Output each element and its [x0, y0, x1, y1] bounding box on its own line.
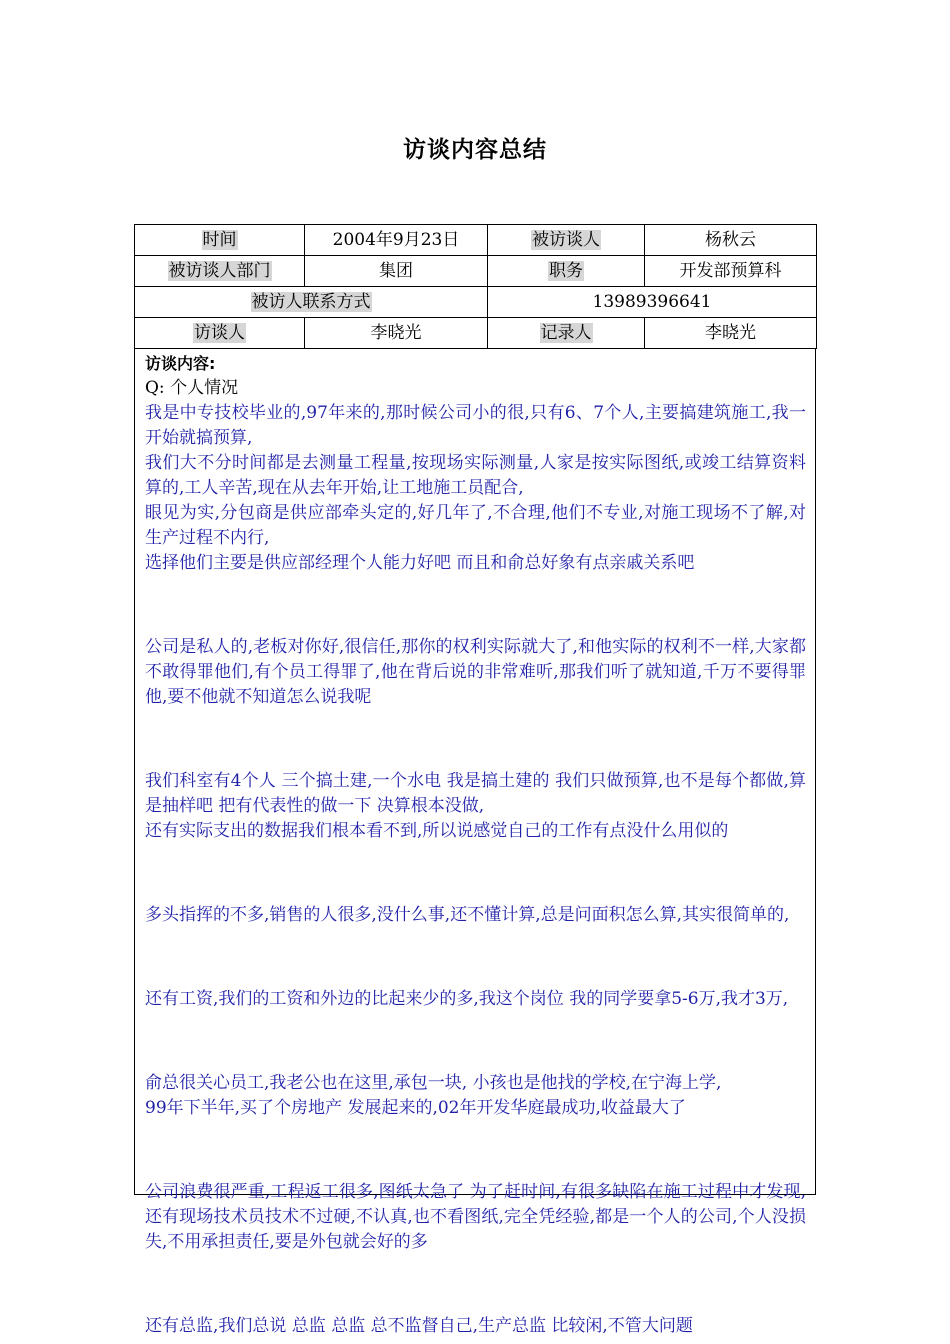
interviewer-value: 李晓光 — [305, 318, 488, 349]
recorder-label-cell — [488, 318, 645, 349]
question-line: Q: 个人情况 — [145, 378, 239, 398]
table-row — [135, 318, 817, 349]
department-label: 被访谈人部门 — [168, 261, 271, 281]
content-paragraph: 俞总很关心员工,我老公也在这里,承包一块, 小孩也是他找的学校,在宁海上学, — [145, 1073, 722, 1093]
content-paragraph: 选择他们主要是供应部经理个人能力好吧 而且和俞总好象有点亲戚关系吧 — [145, 553, 695, 573]
table-row — [135, 256, 817, 287]
time-value: 2004年9月23日 — [305, 225, 488, 256]
recorder-label: 记录人 — [540, 323, 592, 343]
paragraph-spacer — [145, 1138, 806, 1163]
interviewee-label: 被访谈人 — [532, 230, 600, 250]
content-paragraph: 99年下半年,买了个房地产 发展起来的,02年开发华庭最成功,收益最大了 — [145, 1098, 686, 1118]
content-paragraph: 我们科室有4个人 三个搞土建,一个水电 我是搞土建的 我们只做预算,也不是每个都做,算是抽样吧 把有代表性的做一下 决算根本没做, — [145, 771, 806, 816]
content-paragraph: 眼见为实,分包商是供应部牵头定的,好几年了,不合理,他们不专业,对施工现场不了解,对生产过程不内行, — [145, 503, 806, 548]
time-label: 时间 — [202, 230, 237, 250]
interview-content-box — [134, 348, 816, 1336]
interviewer-label-cell — [135, 318, 305, 349]
paragraph-spacer — [145, 1029, 806, 1054]
recorder-value: 李晓光 — [645, 318, 817, 349]
page-title: 访谈内容总结 — [403, 137, 547, 163]
department-value: 集团 — [305, 256, 488, 287]
position-label: 职务 — [549, 261, 583, 281]
content-heading: 访谈内容: — [145, 354, 216, 373]
paragraph-spacer — [145, 861, 806, 886]
interview-content — [135, 348, 815, 1339]
content-paragraph: 公司是私人的,老板对你好,很信任,那你的权利实际就大了,和他实际的权利不一样,大家都不敢得罪他们,有个员工得罪了,他在背后说的非常难听,那我们听了就知道,千万不要得罪他,要不他就不知道怎么说我呢 — [145, 637, 806, 707]
contact-value: 13989396641 — [488, 287, 817, 318]
contact-label: 被访人联系方式 — [251, 292, 371, 312]
content-paragraph: 公司浪费很严重,工程返工很多,图纸太急了 为了赶时间,有很多缺陷在施工过程中才发现,还有现场技术员技术不过硬,不认真,也不看图纸,完全凭经验,都是一个人的公司,个人没损失,不用承担责任,要是外包就会好的多 — [145, 1182, 806, 1252]
content-paragraph: 还有总监,我们总说 总监 总监 总不监督自己,生产总监 比较闲,不管大问题 — [145, 1316, 693, 1336]
contact-label-cell — [135, 287, 488, 318]
interviewee-value: 杨秋云 — [645, 225, 817, 256]
content-paragraph: 多头指挥的不多,销售的人很多,没什么事,还不懂计算,总是问面积怎么算,其实很简单的, — [145, 905, 790, 925]
content-paragraphs — [145, 401, 806, 1339]
interviewee-label-cell — [488, 225, 645, 256]
interview-info-table — [134, 224, 817, 349]
content-paragraph: 我们大不分时间都是去测量工程量,按现场实际测量,人家是按实际图纸,或竣工结算资料算的,工人辛苦,现在从去年开始,让工地施工员配合, — [145, 453, 806, 498]
paragraph-spacer — [145, 727, 806, 752]
time-label-cell — [135, 225, 305, 256]
position-value: 开发部预算科 — [645, 256, 817, 287]
paragraph-spacer — [145, 945, 806, 970]
position-label-cell — [488, 256, 645, 287]
content-paragraph: 我是中专技校毕业的,97年来的,那时候公司小的很,只有6、7个人,主要搞建筑施工,我一开始就搞预算, — [145, 403, 806, 448]
interviewer-label: 访谈人 — [194, 323, 245, 343]
content-paragraph: 还有实际支出的数据我们根本看不到,所以说感觉自己的工作有点没什么用似的 — [145, 821, 729, 841]
content-paragraph: 还有工资,我们的工资和外边的比起来少的多,我这个岗位 我的同学要拿5-6万,我才3万, — [145, 989, 789, 1009]
table-row — [135, 287, 817, 318]
table-row — [135, 225, 817, 256]
paragraph-spacer — [145, 593, 806, 618]
paragraph-spacer — [145, 1272, 806, 1297]
department-label-cell — [135, 256, 305, 287]
